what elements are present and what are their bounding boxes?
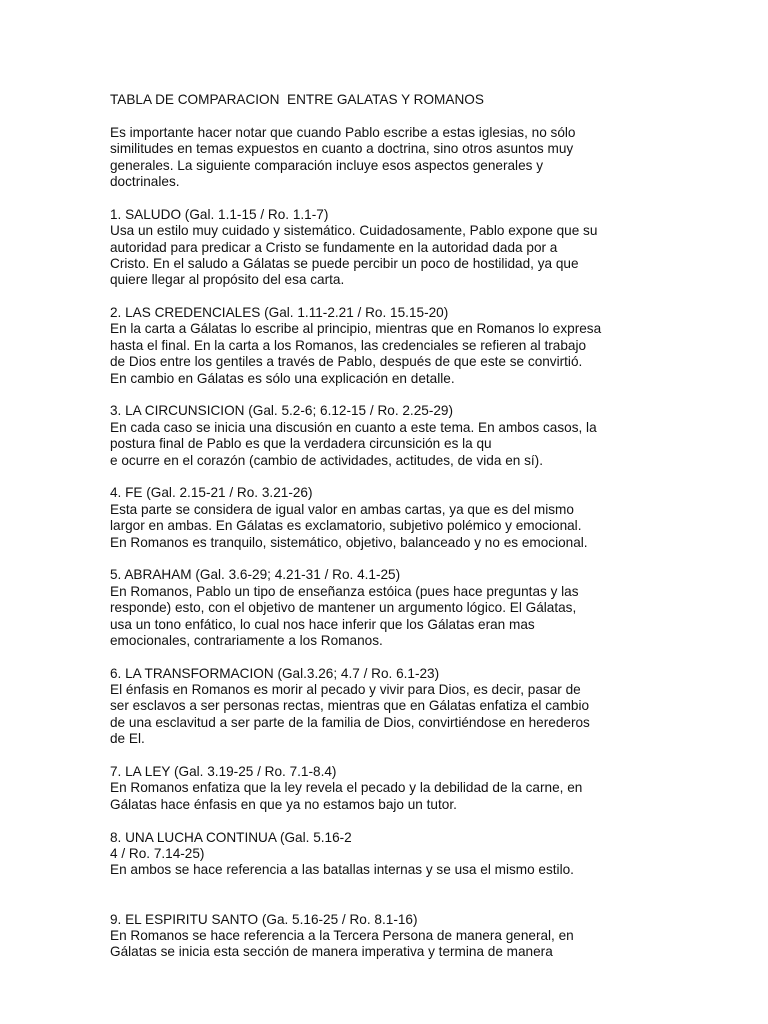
section-saludo <box>110 207 670 289</box>
section-line: largor en ambas. En Gálatas es exclamatorio, subjetivo polémico y emocional. <box>110 518 582 534</box>
section-heading: 9. EL ESPIRITU SANTO (Ga. 5.16-25 / Ro. 8.1-16) <box>110 911 418 927</box>
intro-line: Es importante hacer notar que cuando Pablo escribe a estas iglesias, no sólo <box>110 124 576 140</box>
section-line: emocionales, contrariamente a los Romanos. <box>110 632 383 648</box>
section-line: En cambio en Gálatas es sólo una explicación en detalle. <box>110 370 455 386</box>
intro-line: generales. La siguiente comparación incluye esos aspectos generales y <box>110 157 543 173</box>
section-line: En Romanos se hace referencia a la Tercera Persona de manera general, en <box>110 927 574 943</box>
section-line: Cristo. En el saludo a Gálatas se puede percibir un poco de hostilidad, ya que <box>110 255 579 271</box>
section-line: En ambos se hace referencia a las batallas internas y se usa el mismo estilo. <box>110 862 574 878</box>
intro-line: similitudes en temas expuestos en cuanto a doctrina, sino otros asuntos muy <box>110 141 574 157</box>
section-line: En Romanos, Pablo un tipo de enseñanza estóica (pues hace preguntas y las <box>110 583 579 599</box>
intro-paragraph <box>110 125 670 191</box>
section-heading: 8. UNA LUCHA CONTINUA (Gal. 5.16-2 <box>110 829 352 845</box>
section-line: quiere llegar al propósito del esa carta. <box>110 272 345 288</box>
section-abraham <box>110 567 670 649</box>
section-line: En cada caso se inicia una discusión en cuanto a este tema. En ambos casos, la <box>110 419 597 435</box>
section-espiritu-santo <box>110 912 670 961</box>
section-line: autoridad para predicar a Cristo se fundamente en la autoridad dada por a <box>110 239 558 255</box>
document-page <box>110 92 670 961</box>
section-heading: 2. LAS CREDENCIALES (Gal. 1.11-2.21 / Ro. 15.15-20) <box>110 305 449 321</box>
section-line: usa un tono enfático, lo cual nos hace inferir que los Gálatas eran mas <box>110 616 535 632</box>
section-line: Usa un estilo muy cuidado y sistemático. Cuidadosamente, Pablo expone que su <box>110 223 598 239</box>
section-line: Gálatas hace énfasis en que ya no estamos bajo un tutor. <box>110 796 457 812</box>
section-ley <box>110 764 670 813</box>
section-heading: 4 / Ro. 7.14-25) <box>110 845 205 861</box>
section-line: Esta parte se considera de igual valor en ambas cartas, ya que es del mismo <box>110 501 574 517</box>
section-line: postura final de Pablo es que la verdadera circunsición es la qu <box>110 436 492 452</box>
section-line: responde) esto, con el objetivo de mantener un argumento lógico. El Gálatas, <box>110 600 577 616</box>
intro-line: doctrinales. <box>110 173 180 189</box>
section-fe <box>110 485 670 551</box>
section-line: En Romanos enfatiza que la ley revela el pecado y la debilidad de la carne, en <box>110 780 583 796</box>
section-line: de una esclavitud a ser parte de la familia de Dios, convirtiéndose en herederos <box>110 714 590 730</box>
document-title: TABLA DE COMPARACION ENTRE GALATAS Y ROMANOS <box>110 92 484 107</box>
section-line: hasta el final. En la carta a los Romanos, las credenciales se refieren al trabajo <box>110 337 587 353</box>
section-line: Gálatas se inicia esta sección de manera imperativa y termina de manera <box>110 944 553 960</box>
section-heading: 7. LA LEY (Gal. 3.19-25 / Ro. 7.1-8.4) <box>110 764 337 780</box>
section-heading: 1. SALUDO (Gal. 1.1-15 / Ro. 1.1-7) <box>110 206 329 222</box>
section-heading: 6. LA TRANSFORMACION (Gal.3.26; 4.7 / Ro. 6.1-23) <box>110 665 440 681</box>
section-line: e ocurre en el corazón (cambio de actividades, actitudes, de vida en sí). <box>110 452 543 468</box>
section-line: En la carta a Gálatas lo escribe al principio, mientras que en Romanos lo expresa <box>110 321 602 337</box>
section-credenciales <box>110 305 670 387</box>
section-line: de El. <box>110 731 145 747</box>
section-line: de Dios entre los gentiles a través de Pablo, después de que este se convirtió. <box>110 354 583 370</box>
section-line: El énfasis en Romanos es morir al pecado y vivir para Dios, es decir, pasar de <box>110 682 581 698</box>
section-line: En Romanos es tranquilo, sistemático, objetivo, balanceado y no es emocional. <box>110 534 588 550</box>
section-heading: 5. ABRAHAM (Gal. 3.6-29; 4.21-31 / Ro. 4.1-25) <box>110 567 401 583</box>
section-circunsicion <box>110 403 670 469</box>
section-heading: 3. LA CIRCUNSICION (Gal. 5.2-6; 6.12-15 / Ro. 2.25-29) <box>110 403 454 419</box>
section-line: ser esclavos a ser personas rectas, mientras que en Gálatas enfatiza el cambio <box>110 698 590 714</box>
section-heading: 4. FE (Gal. 2.15-21 / Ro. 3.21-26) <box>110 485 313 501</box>
section-lucha-continua <box>110 830 670 879</box>
section-transformacion <box>110 666 670 748</box>
